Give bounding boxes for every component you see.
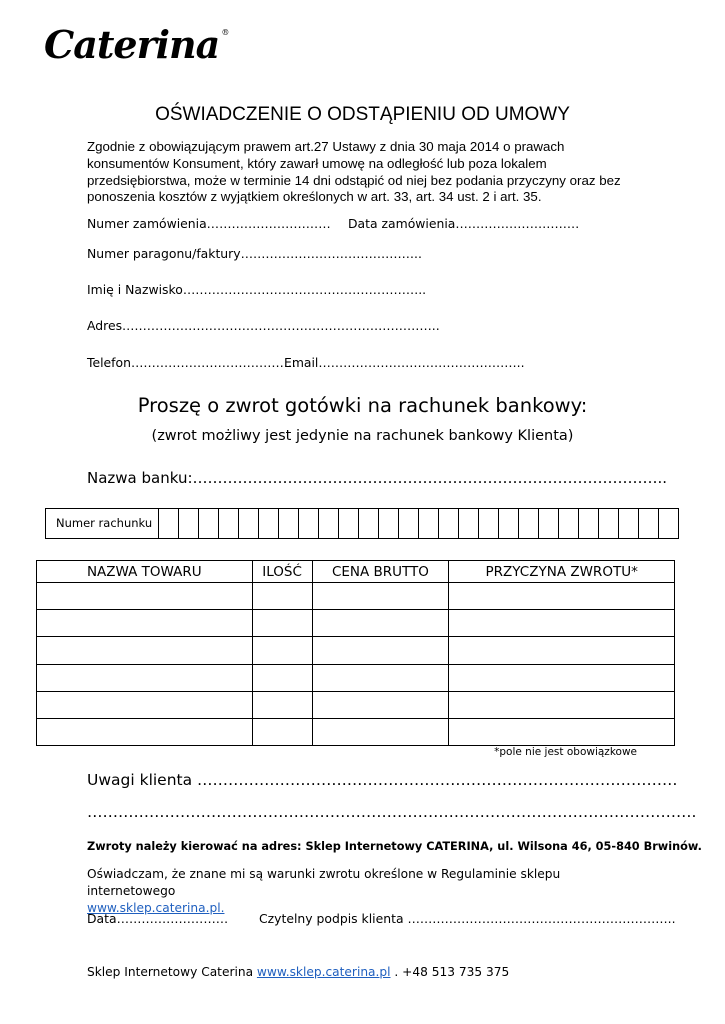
refund-note: (zwrot możliwy jest jedynie na rachunek bankowy Klienta) bbox=[151, 428, 574, 444]
optional-field-note: *pole nie jest obowiązkowe bbox=[494, 746, 637, 758]
price-cell[interactable] bbox=[312, 718, 449, 745]
account-digit-cell[interactable] bbox=[339, 509, 359, 538]
phone-field[interactable]: Telefon…………………………………. bbox=[87, 355, 296, 370]
footer-phone: . +48 513 735 375 bbox=[390, 965, 510, 979]
account-digit-cell[interactable] bbox=[259, 509, 279, 538]
product-cell[interactable] bbox=[37, 583, 253, 610]
reason-cell[interactable] bbox=[449, 637, 675, 664]
page-title: OŚWIADCZENIE O ODSTĄPIENIU OD UMOWY bbox=[155, 104, 570, 125]
refund-title: Proszę o zwrot gotówki na rachunek bankowy: bbox=[137, 394, 588, 417]
full-name-field[interactable]: Imię i Nazwisko………………………………………………….. bbox=[87, 282, 427, 297]
returned-items-table bbox=[36, 560, 675, 746]
quantity-cell[interactable] bbox=[252, 691, 312, 718]
quantity-cell[interactable] bbox=[252, 610, 312, 637]
account-digit-cell[interactable] bbox=[419, 509, 439, 538]
price-cell[interactable] bbox=[312, 583, 449, 610]
caterina-logo: Caterina ® bbox=[44, 22, 229, 67]
account-number-box bbox=[45, 508, 679, 539]
quantity-cell[interactable] bbox=[252, 718, 312, 745]
bank-name-field[interactable]: Nazwa banku:………………………………………………………………………………….. bbox=[87, 469, 668, 487]
intro-paragraph: Zgodnie z obowiązującym prawem art.27 Ustawy z dnia 30 maja 2014 o prawach konsumentów Konsument, który zawarł umowę na odległość lub poza lokalem przedsiębiorstwa, może w terminie 14 dni odstąpić od niej bez podania przyczyny oraz bez ponoszenia kosztów z wyjątkiem określonych w art. 33, art. 34 ust. 2 i art. 35. bbox=[87, 139, 621, 205]
product-cell[interactable] bbox=[37, 637, 253, 664]
table-row bbox=[37, 664, 675, 691]
date-field[interactable]: Data……………………… bbox=[87, 911, 229, 926]
table-row bbox=[37, 718, 675, 745]
account-digit-cell[interactable] bbox=[579, 509, 599, 538]
order-date-field[interactable]: Data zamówienia………………………… bbox=[348, 216, 580, 231]
account-digit-cell[interactable] bbox=[499, 509, 519, 538]
price-cell[interactable] bbox=[312, 637, 449, 664]
order-number-field[interactable]: Numer zamówienia………………………… bbox=[87, 216, 331, 231]
account-digit-cell[interactable] bbox=[599, 509, 619, 538]
table-row bbox=[37, 691, 675, 718]
declaration-text: Oświadczam, że znane mi są warunki zwrotu określone w Regulaminie sklepu internetowego bbox=[87, 867, 561, 898]
account-digit-cell[interactable] bbox=[559, 509, 579, 538]
account-digit-cell[interactable] bbox=[439, 509, 459, 538]
address-field[interactable]: Adres………………………………………………………………….. bbox=[87, 318, 440, 333]
account-digit-cell[interactable] bbox=[519, 509, 539, 538]
account-digit-cell[interactable] bbox=[659, 509, 678, 538]
reason-cell[interactable] bbox=[449, 664, 675, 691]
quantity-cell[interactable] bbox=[252, 664, 312, 691]
table-row bbox=[37, 610, 675, 637]
declaration-paragraph bbox=[87, 866, 647, 917]
price-cell[interactable] bbox=[312, 664, 449, 691]
column-header-price: CENA BRUTTO bbox=[312, 561, 449, 583]
price-cell[interactable] bbox=[312, 691, 449, 718]
footer bbox=[87, 965, 509, 979]
account-digit-cell[interactable] bbox=[279, 509, 299, 538]
table-row bbox=[37, 583, 675, 610]
account-digit-cell[interactable] bbox=[539, 509, 559, 538]
account-digit-cell[interactable] bbox=[379, 509, 399, 538]
account-digit-cell[interactable] bbox=[239, 509, 259, 538]
return-address: Zwroty należy kierować na adres: Sklep Internetowy CATERINA, ul. Wilsona 46, 05-840 Brwinów. bbox=[87, 840, 702, 853]
account-number-label: Numer rachunku bbox=[46, 509, 159, 538]
customer-remarks-field[interactable]: Uwagi klienta ………………………………………………………………………………… bbox=[87, 771, 678, 789]
account-digit-cell[interactable] bbox=[179, 509, 199, 538]
quantity-cell[interactable] bbox=[252, 583, 312, 610]
quantity-cell[interactable] bbox=[252, 637, 312, 664]
table-row bbox=[37, 637, 675, 664]
price-cell[interactable] bbox=[312, 610, 449, 637]
product-cell[interactable] bbox=[37, 664, 253, 691]
receipt-number-field[interactable]: Numer paragonu/faktury…………………………………….. bbox=[87, 246, 422, 261]
account-digit-cell[interactable] bbox=[639, 509, 659, 538]
account-digit-cell[interactable] bbox=[159, 509, 179, 538]
reason-cell[interactable] bbox=[449, 583, 675, 610]
account-digit-cell[interactable] bbox=[219, 509, 239, 538]
table-header-row bbox=[37, 561, 675, 583]
footer-shop-link[interactable]: www.sklep.caterina.pl bbox=[256, 965, 391, 979]
account-digit-cell[interactable] bbox=[619, 509, 639, 538]
column-header-quantity: ILOŚĆ bbox=[252, 561, 312, 583]
account-digit-cell[interactable] bbox=[319, 509, 339, 538]
account-digit-cell[interactable] bbox=[399, 509, 419, 538]
footer-shop-name: Sklep Internetowy Caterina bbox=[87, 965, 257, 979]
product-cell[interactable] bbox=[37, 718, 253, 745]
product-cell[interactable] bbox=[37, 691, 253, 718]
product-cell[interactable] bbox=[37, 610, 253, 637]
reason-cell[interactable] bbox=[449, 718, 675, 745]
email-field[interactable]: Email………………………………………….. bbox=[284, 355, 525, 370]
customer-remarks-line[interactable]: ………………………………………………………………………………………………………. bbox=[87, 803, 697, 821]
account-digit-cell[interactable] bbox=[479, 509, 499, 538]
reason-cell[interactable] bbox=[449, 691, 675, 718]
account-digit-cell[interactable] bbox=[299, 509, 319, 538]
signature-field[interactable]: Czytelny podpis klienta ……………………………………………………….. bbox=[259, 911, 676, 926]
shop-terms-link[interactable]: www.sklep.caterina.pl. bbox=[87, 901, 225, 915]
account-digit-cell[interactable] bbox=[199, 509, 219, 538]
reason-cell[interactable] bbox=[449, 610, 675, 637]
account-digit-cell[interactable] bbox=[359, 509, 379, 538]
account-digit-cell[interactable] bbox=[459, 509, 479, 538]
column-header-product: NAZWA TOWARU bbox=[37, 561, 253, 583]
column-header-reason: PRZYCZYNA ZWROTU* bbox=[449, 561, 675, 583]
